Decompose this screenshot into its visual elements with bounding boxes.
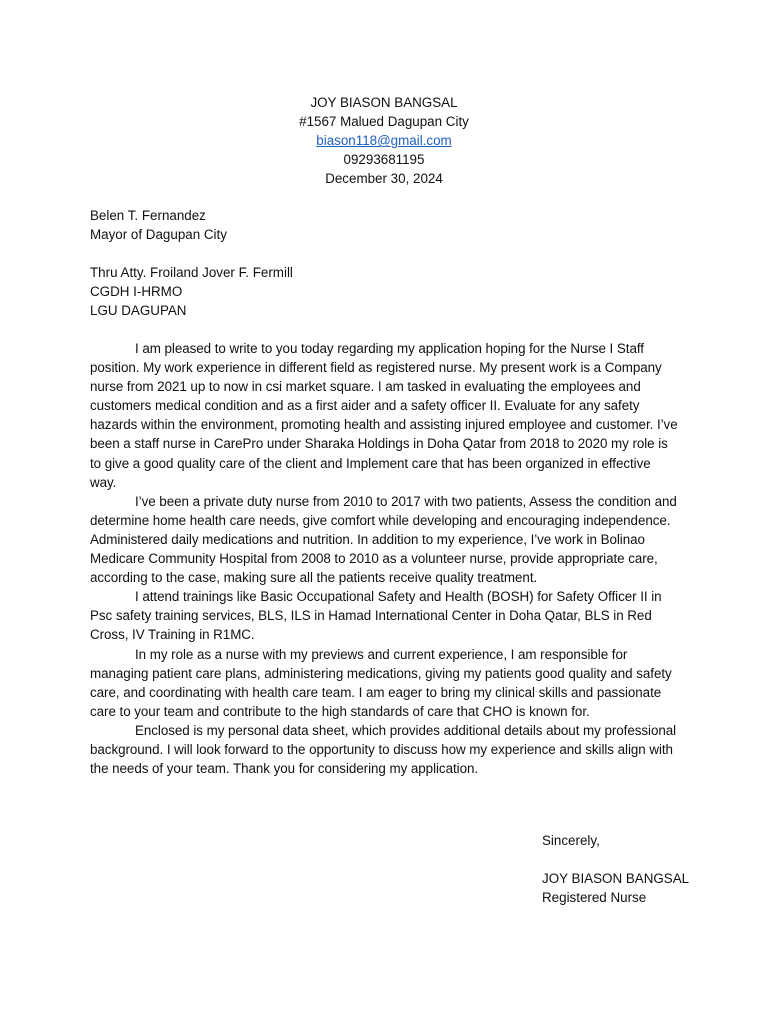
sender-phone: 09293681195 bbox=[343, 152, 425, 168]
signer-title: Registered Nurse bbox=[542, 890, 647, 906]
thru-line-1: Thru Atty. Froiland Jover F. Fermill bbox=[90, 265, 293, 280]
body-paragraph-2: I’ve been a private duty nurse from 2010 to 2017 with two patients, Assess the condition and determine home health care needs, give comfort while developing and encouraging independence. Administered daily medications and nutrition. In addition to my experience, I’ve work in Bolinao Medicare Community Hospital from 2008 to 2010 as a volunteer nurse, provide appropriate care, according to the case, making sure all the patients receive quality treatment. bbox=[90, 493, 677, 586]
body-paragraph-1: I am pleased to write to you today regarding my application hoping for the Nurse I Staff position. My work experience in different field as registered nurse. My present work is a Company nurse from 2021 up to now in csi market square. I am tasked in evaluating the employees and customers medical condition and as a first aider and a safety officer II. Evaluate for any safety hazards within the environment, promoting health and assisting injured employee and customer. I’ve been a staff nurse in CarePro under Sharaka Holdings in Doha Qatar from 2018 to 2020 my role is to give a good quality care of the client and Implement care that has been organized in effective way. bbox=[90, 341, 678, 490]
thru-block bbox=[90, 263, 680, 320]
recipient-block bbox=[90, 206, 680, 244]
thru-line-2: CGDH I-HRMO bbox=[90, 284, 183, 300]
body-paragraph-4: In my role as a nurse with my previews and current experience, I am responsible for managing patient care plans, administering medications, giving my patients good quality and safety care, and coordinating with health care team. I am eager to bring my clinical skills and passionate care to your team and contribute to the high standards of care that CHO is known for. bbox=[90, 646, 672, 719]
letter-body bbox=[90, 339, 680, 778]
closing-block bbox=[542, 831, 742, 907]
recipient-title: Mayor of Dagupan City bbox=[90, 227, 227, 243]
signer-name: JOY BIASON BANGSAL bbox=[542, 871, 690, 887]
letter-date: December 30, 2024 bbox=[325, 171, 443, 187]
sender-address: #1567 Malued Dagupan City bbox=[299, 114, 469, 130]
body-paragraph-3: I attend trainings like Basic Occupational Safety and Health (BOSH) for Safety Officer II in Psc safety training services, BLS, ILS in Hamad International Center in Doha Qatar, BLS in Red Cross, IV Training in R1MC. bbox=[90, 589, 662, 643]
sender-email-link[interactable]: biason118@gmail.com bbox=[316, 133, 452, 149]
body-paragraph-5: Enclosed is my personal data sheet, which provides additional details about my professional background. I will look forward to the opportunity to discuss how my experience and skills align with the needs of your team. Thank you for considering my application. bbox=[90, 722, 677, 777]
letter-header bbox=[0, 93, 768, 188]
thru-line-3: LGU DAGUPAN bbox=[90, 303, 187, 319]
recipient-name: Belen T. Fernandez bbox=[90, 208, 206, 223]
closing-salutation: Sincerely, bbox=[542, 833, 600, 848]
sender-name: JOY BIASON BANGSAL bbox=[310, 95, 458, 110]
